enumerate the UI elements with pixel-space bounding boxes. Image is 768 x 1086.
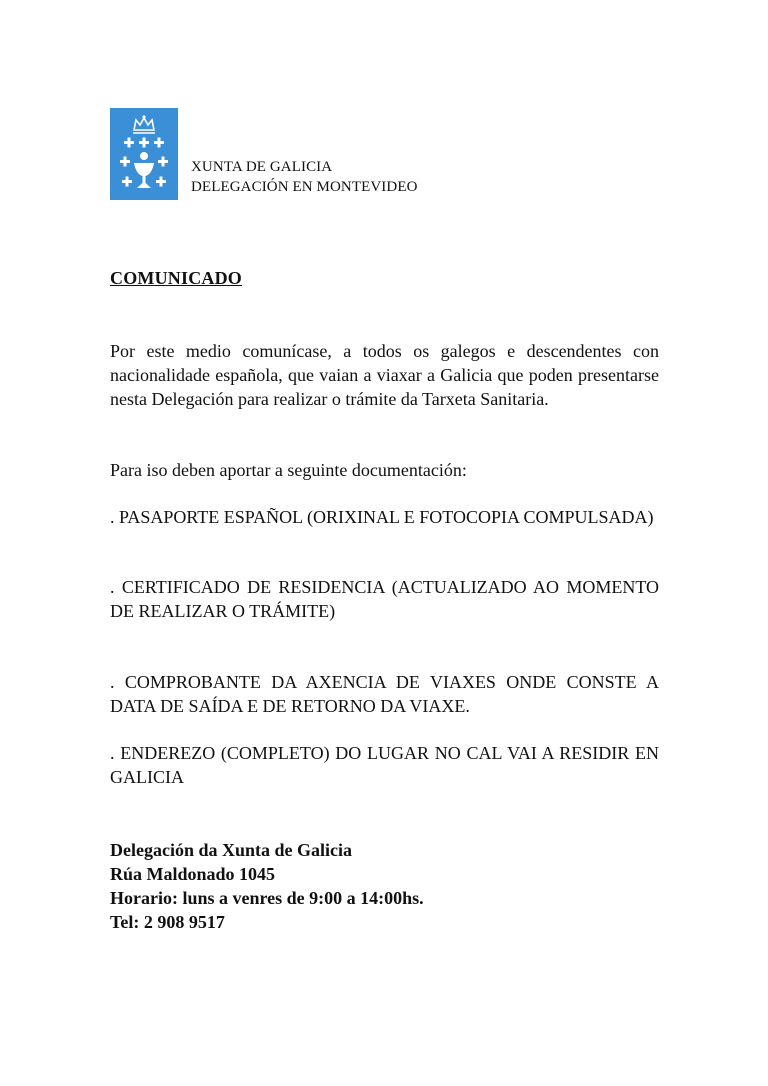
- org-name: XUNTA DE GALICIA: [191, 159, 333, 175]
- requirement-item: . PASAPORTE ESPAÑOL (ORIXINAL E FOTOCOPIA COMPULSADA): [110, 507, 654, 527]
- contact-address: Rúa Maldonado 1045: [110, 864, 276, 884]
- document-title: COMUNICADO: [110, 268, 242, 288]
- contact-block: [110, 838, 424, 934]
- requirement-item: . COMPROBANTE DA AXENCIA DE VIAXES ONDE CONSTE A DATA DE SAÍDA E DE RETORNO DA VIAXE.: [110, 672, 659, 716]
- requirement-item: . CERTIFICADO DE RESIDENCIA (ACTUALIZADO AO MOMENTO DE REALIZAR O TRÁMITE): [110, 577, 659, 621]
- requirement-item: . ENDEREZO (COMPLETO) DO LUGAR NO CAL VAI A RESIDIR EN GALICIA: [110, 743, 659, 787]
- letterhead: [191, 157, 418, 197]
- contact-hours: Horario: luns a venres de 9:00 a 14:00hs.: [110, 888, 424, 908]
- office-name: DELEGACIÓN EN MONTEVIDEO: [191, 179, 418, 195]
- intro-paragraph: Por este medio comunícase, a todos os galegos e descendentes con nacionalidade española, que vaian a viaxar a Galicia que poden presentarse nesta Delegación para realizar o trámite da Tarxeta Sanitaria.: [110, 341, 659, 409]
- documentation-intro: Para iso deben aportar a seguinte documentación:: [110, 460, 467, 480]
- galicia-coat-of-arms-icon: [110, 108, 178, 200]
- contact-name: Delegación da Xunta de Galicia: [110, 840, 352, 860]
- contact-phone: Tel: 2 908 9517: [110, 912, 225, 932]
